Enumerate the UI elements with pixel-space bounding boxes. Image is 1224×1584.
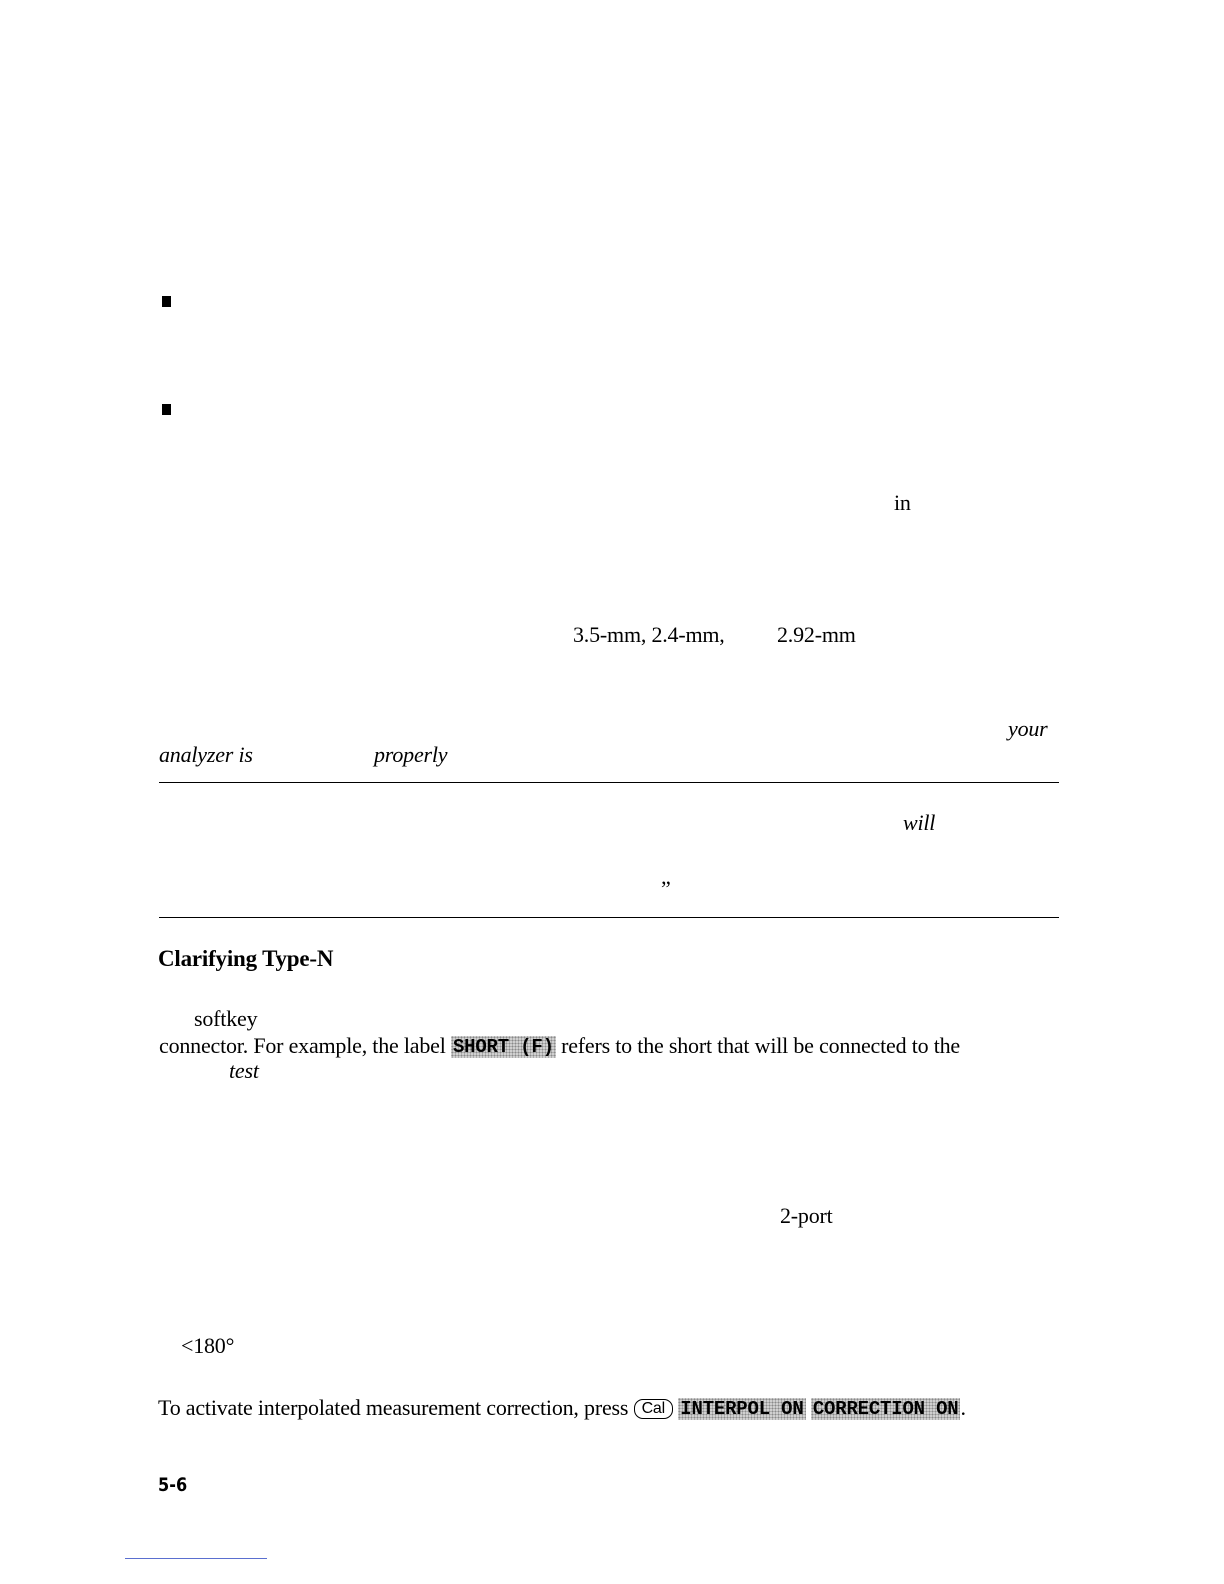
- text-lt180: <180°: [181, 1333, 235, 1358]
- text-analyzer-is: analyzer is: [159, 742, 253, 767]
- paragraph-short-label-line: [159, 1033, 960, 1059]
- text-test: test: [229, 1058, 259, 1083]
- note-rule-bottom: [159, 917, 1059, 918]
- softkey-interpol-on[interactable]: INTERPOL ON: [680, 1398, 804, 1420]
- text-292mm: 2.92-mm: [777, 622, 856, 647]
- section-heading: Clarifying Type-N: [158, 946, 334, 971]
- text-connector-example: connector. For example, the label: [159, 1033, 446, 1058]
- text-period: .: [960, 1395, 966, 1420]
- text-your: your: [1008, 716, 1048, 741]
- text-quote: ”: [661, 876, 671, 901]
- activate-interpolation-line: [158, 1395, 966, 1421]
- page-number: 5-6: [158, 1474, 188, 1496]
- bottom-link-underline: [125, 1558, 267, 1559]
- text-refers: refers to the short that will be connected to the: [561, 1033, 960, 1058]
- text-will: will: [903, 810, 936, 835]
- cal-key[interactable]: Cal: [634, 1399, 673, 1419]
- text-in: in: [894, 490, 911, 515]
- bullet-1: [162, 296, 171, 307]
- softkey-short-f[interactable]: SHORT (F): [452, 1036, 554, 1058]
- softkey-correction-on[interactable]: CORRECTION ON: [812, 1398, 959, 1420]
- text-connector-sizes: 3.5-mm, 2.4-mm,: [573, 622, 725, 647]
- text-properly: properly: [374, 742, 448, 767]
- text-softkey: softkey: [194, 1006, 258, 1031]
- note-rule-top: [159, 782, 1059, 783]
- bullet-2: [162, 404, 171, 415]
- text-2-port: 2-port: [780, 1203, 833, 1228]
- text-activate: To activate interpolated measurement correction, press: [158, 1395, 629, 1420]
